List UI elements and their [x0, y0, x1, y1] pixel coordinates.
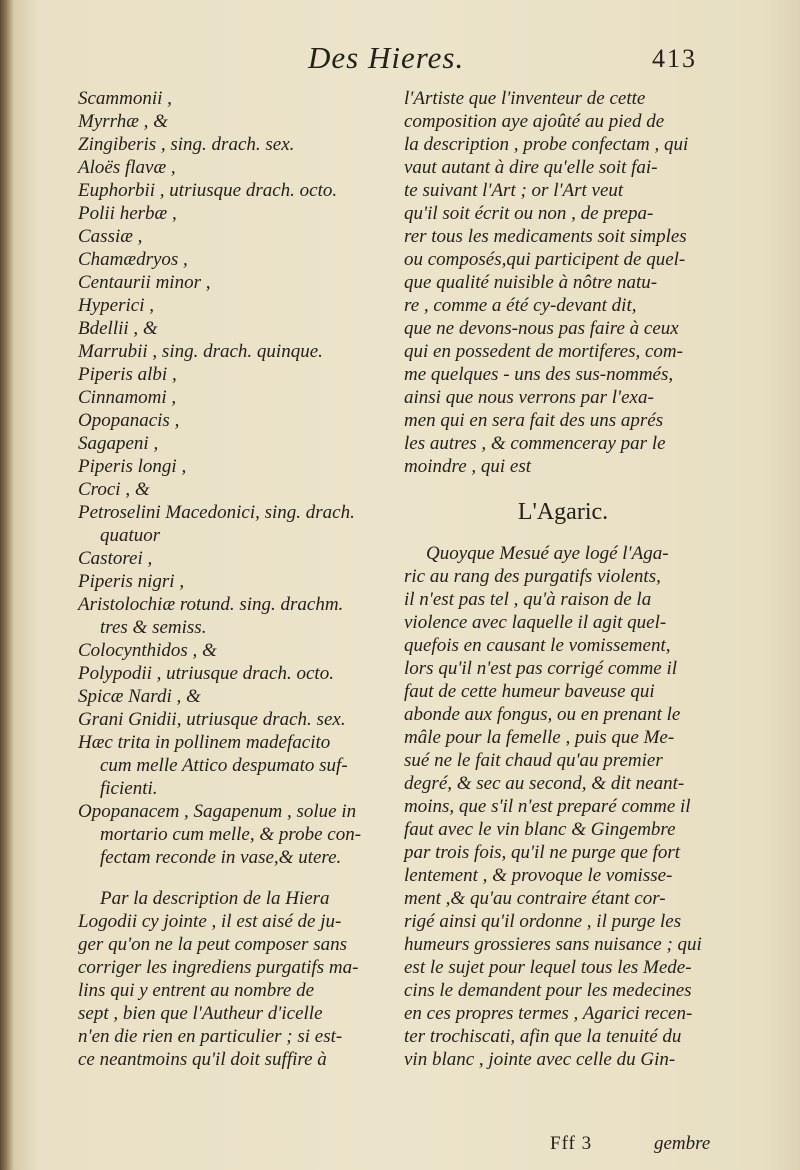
page-footer — [550, 1133, 730, 1157]
recipe-line: Opopanacis , — [78, 410, 180, 431]
paragraph-line: ment ,& qu'au contraire étant cor- — [404, 888, 666, 909]
recipe-line: tres & semiss. — [100, 617, 207, 638]
paragraph-line: faut de cette humeur baveuse qui — [404, 681, 655, 702]
paragraph-line: cins le demandent pour les medecines — [404, 980, 692, 1001]
recipe-line: Petroselini Macedonici, sing. drach. — [78, 502, 355, 523]
paragraph-line: faut avec le vin blanc & Gingembre — [404, 819, 676, 840]
paragraph-line: Quoyque Mesué aye logé l'Aga- — [426, 543, 669, 564]
paragraph-line: en ces propres termes , Agarici recen- — [404, 1003, 693, 1024]
recipe-line: Myrrhæ , & — [78, 111, 168, 132]
paragraph-line: sept , bien que l'Autheur d'icelle — [78, 1003, 323, 1024]
recipe-line: fectam reconde in vase,& utere. — [100, 847, 342, 868]
paragraph-line: sué ne le fait chaud qu'au premier — [404, 750, 663, 771]
recipe-line: Opopanacem , Sagapenum , solue in — [78, 801, 357, 822]
paragraph-line: ainsi que nous verrons par l'exa- — [404, 387, 654, 408]
paragraph-line: quefois en causant le vomissement, — [404, 635, 671, 656]
recipe-line: ficienti. — [100, 778, 158, 799]
section-heading: L'Agaric. — [517, 499, 609, 525]
recipe-line: Sagapeni , — [78, 433, 159, 454]
recipe-line: quatuor — [100, 525, 161, 546]
paragraph-line: corriger les ingrediens purgatifs ma- — [78, 957, 359, 978]
recipe-line: Aloës flavæ , — [78, 157, 176, 178]
paragraph-line: que qualité nuisible à nôtre natu- — [404, 272, 658, 293]
recipe-line: Piperis albi , — [78, 364, 177, 385]
paragraph-line: vin blanc , jointe avec celle du Gin- — [404, 1049, 676, 1070]
paragraph-line: vaut autant à dire qu'elle soit fai- — [404, 157, 658, 178]
recipe-line: Piperis nigri , — [78, 571, 185, 592]
page-number: 413 — [652, 44, 697, 73]
paragraph-line: Logodii cy jointe , il est aisé de ju- — [78, 911, 342, 932]
continued-paragraph — [404, 87, 722, 478]
paragraph-line: par trois fois, qu'il ne purge que fort — [404, 842, 681, 863]
paragraph-line: humeurs grossieres sans nuisance ; qui — [404, 934, 702, 955]
paragraph-line: degré, & sec au second, & dit neant- — [404, 773, 685, 794]
paragraph-line: qu'il soit écrit ou non , de prepa- — [404, 203, 654, 224]
paragraph-line: la description , probe confectam , qui — [404, 134, 689, 155]
paragraph-line: lentement , & provoque le vomisse- — [404, 865, 673, 886]
recipe-line: Centaurii minor , — [78, 272, 211, 293]
running-title: Des Hieres. — [308, 40, 465, 75]
paragraph-line: lins qui y entrent au nombre de — [78, 980, 315, 1001]
page-header — [0, 38, 800, 78]
recipe-line: Chamædryos , — [78, 249, 188, 270]
paragraph-line: est le sujet pour lequel tous les Mede- — [404, 957, 692, 978]
recipe-line: Bdellii , & — [78, 318, 158, 339]
recipe-line: Aristolochiæ rotund. sing. drachm. — [78, 594, 344, 615]
right-column — [404, 87, 722, 1071]
paragraph-line: les autres , & commenceray par le — [404, 433, 666, 454]
agaric-paragraph — [404, 542, 722, 1071]
recipe-line: Marrubii , sing. drach. quinque. — [78, 341, 323, 362]
paragraph-line: men qui en sera fait des uns aprés — [404, 410, 664, 431]
paragraph-line: que ne devons-nous pas faire à ceux — [404, 318, 679, 339]
paragraph-line: qui en possedent de mortiferes, com- — [404, 341, 683, 362]
recipe-line: mortario cum melle, & probe con- — [100, 824, 362, 845]
recipe-line: Polii herbæ , — [78, 203, 177, 224]
paragraph-line: re , comme a été cy-devant dit, — [404, 295, 637, 316]
paragraph-line: rigé ainsi qu'il ordonne , il purge les — [404, 911, 682, 932]
recipe-line: Colocynthidos , & — [78, 640, 217, 661]
recipe-line: Zingiberis , sing. drach. sex. — [78, 134, 295, 155]
paragraph-line: violence avec laquelle il agit quel- — [404, 612, 667, 633]
paragraph-line: rer tous les medicaments soit simples — [404, 226, 687, 247]
paragraph-line: Par la description de la Hiera — [100, 888, 330, 909]
signature-mark: Fff 3 — [550, 1133, 593, 1154]
paragraph-line: me quelques - uns des sus-nommés, — [404, 364, 674, 385]
left-column — [78, 87, 388, 1071]
paragraph-line: abonde aux fongus, ou en prenant le — [404, 704, 681, 725]
recipe-line: Grani Gnidii, utriusque drach. sex. — [78, 709, 346, 730]
recipe-line: Spicæ Nardi , & — [78, 686, 201, 707]
paragraph-line: mâle pour la femelle , puis que Me- — [404, 727, 675, 748]
paragraph-line: moins, que s'il n'est preparé comme il — [404, 796, 691, 817]
recipe-line: Hæc trita in pollinem madefacito — [78, 732, 331, 753]
paragraph-line: te suivant l'Art ; or l'Art veut — [404, 180, 624, 201]
paragraph-line: l'Artiste que l'inventeur de cette — [404, 88, 646, 109]
paragraph-line: moindre , qui est — [404, 456, 532, 477]
recipe-line: Croci , & — [78, 479, 150, 500]
recipe-line: Castorei , — [78, 548, 153, 569]
paragraph-line: ou composés,qui participent de quel- — [404, 249, 686, 270]
catchword: gembre — [654, 1133, 711, 1154]
paragraph-line: ce neantmoins qu'il doit suffire à — [78, 1049, 327, 1070]
recipe-line: Cinnamomi , — [78, 387, 177, 408]
paragraph-line: ger qu'on ne la peut composer sans — [78, 934, 347, 955]
paragraph-line: n'en die rien en particulier ; si est- — [78, 1026, 343, 1047]
recipe-line: Scammonii , — [78, 88, 172, 109]
recipe-line: Hyperici , — [78, 295, 154, 316]
paragraph-line: ric au rang des purgatifs violents, — [404, 566, 661, 587]
paragraph-line: composition aye ajoûté au pied de — [404, 111, 665, 132]
paragraph-line: il n'est pas tel , qu'à raison de la — [404, 589, 652, 610]
recipe-line: Polypodii , utriusque drach. octo. — [78, 663, 334, 684]
recipe-line: Cassiæ , — [78, 226, 143, 247]
paragraph-line: ter trochiscati, afin que la tenuité du — [404, 1026, 682, 1047]
paragraph-line: lors qu'il n'est pas corrigé comme il — [404, 658, 678, 679]
recipe-line: Euphorbii , utriusque drach. octo. — [78, 180, 338, 201]
recipe-line: cum melle Attico despumato suf- — [100, 755, 348, 776]
recipe-list — [78, 87, 388, 869]
recipe-line: Piperis longi , — [78, 456, 187, 477]
commentary-paragraph — [78, 887, 388, 1071]
